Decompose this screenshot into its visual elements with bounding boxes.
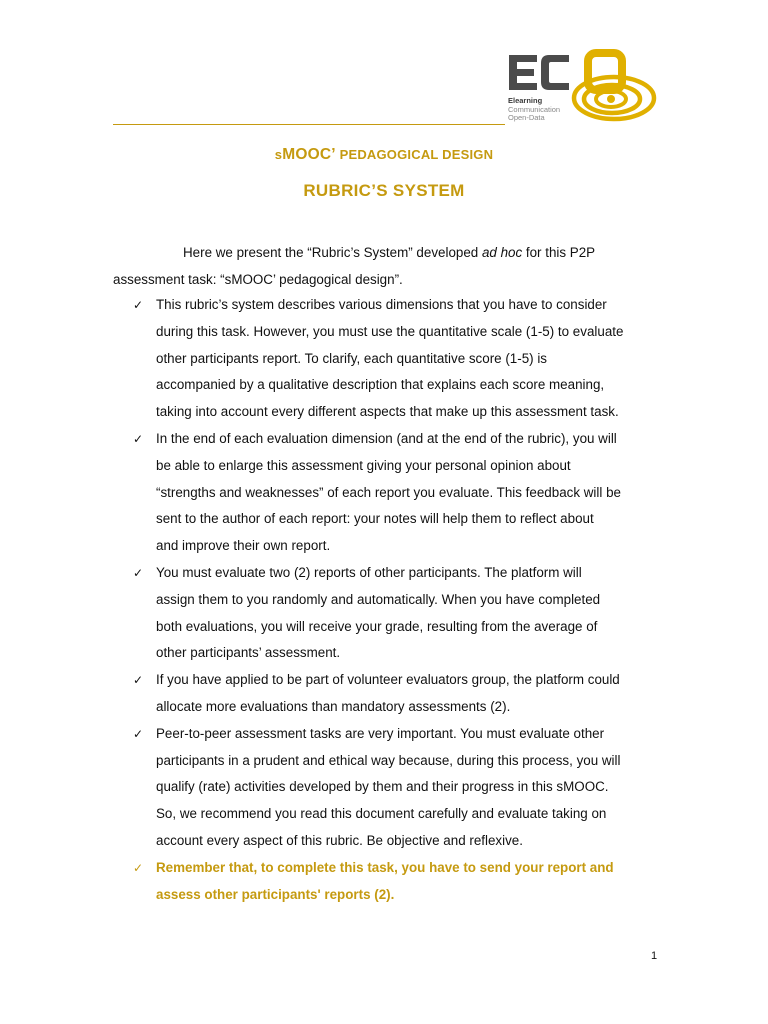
list-item <box>133 667 668 721</box>
header-divider <box>113 124 505 125</box>
list-item <box>133 560 668 667</box>
list-item-line: be able to enlarge this assessment giving your personal opinion about <box>156 457 571 473</box>
list-item-line: So, we recommend you read this document carefully and evaluate taking on <box>156 806 607 822</box>
document-title <box>0 146 768 164</box>
list-item-line: You must evaluate two (2) reports of other participants. The platform will <box>156 564 582 580</box>
list-item-line: assign them to you randomly and automatically. When you have completed <box>156 591 601 607</box>
title-smooc: MOOC’ <box>282 146 336 163</box>
logo-line-1: Elearning <box>508 96 543 105</box>
intro-line-2: assessment task: “sMOOC’ pedagogical design”. <box>113 271 403 287</box>
list-item-line: accompanied by a qualitative description that explains each score meaning, <box>156 377 605 393</box>
list-item-line: during this task. However, you must use the quantitative scale (1-5) to evaluate <box>156 323 624 339</box>
list-item-line: account every aspect of this rubric. Be objective and reflexive. <box>156 832 523 848</box>
list-item-line: “strengths and weaknesses” of each report you evaluate. This feedback will be <box>156 484 621 500</box>
logo-subtitle <box>508 97 560 123</box>
logo-line-3: Open-Data <box>508 113 545 122</box>
checkmark-icon: ✓ <box>133 860 144 875</box>
list-item-line: allocate more evaluations than mandatory assessments (2). <box>156 698 511 714</box>
checkmark-icon: ✓ <box>133 673 144 688</box>
checkmark-icon: ✓ <box>133 565 144 580</box>
page-number: 1 <box>651 950 658 962</box>
logo-letter-c <box>541 55 569 90</box>
intro-italic: ad hoc <box>481 245 523 260</box>
list-item <box>133 292 668 426</box>
title-prefix: s <box>274 147 283 162</box>
list-item-line: assess other participants' reports (2). <box>156 886 395 902</box>
list-item-line: sent to the author of each report: your notes will help them to reflect about <box>156 511 594 527</box>
list-item-line: both evaluations, you will receive your grade, resulting from the average of <box>156 618 598 634</box>
list-item-line: qualify (rate) activities developed by them and their progress in this sMOOC. <box>156 779 609 795</box>
intro-line-1 <box>113 240 673 267</box>
list-item-line: participants in a prudent and ethical way because, during this process, you will <box>156 752 621 768</box>
list-item <box>133 426 668 560</box>
list-item-line: and improve their own report. <box>156 538 331 554</box>
document-subtitle: RUBRIC’S SYSTEM <box>303 181 465 200</box>
list-item-line: Remember that, to complete this task, you have to send your report and <box>156 859 614 875</box>
checkmark-icon: ✓ <box>133 431 144 446</box>
intro-text-b: for this P2P <box>522 245 596 260</box>
checkmark-icon: ✓ <box>133 726 144 741</box>
logo-letter-e <box>509 55 537 90</box>
list-item <box>133 855 668 909</box>
list-item-line: taking into account every different aspects that make up this assessment task. <box>156 404 619 420</box>
checkmark-icon: ✓ <box>133 298 144 312</box>
list-item-line: other participants report. To clarify, each quantitative score (1-5) is <box>156 350 547 366</box>
intro-paragraph <box>113 240 673 293</box>
title-rest: PEDAGOGICAL DESIGN <box>335 147 494 162</box>
logo-line-2: Communication <box>508 104 561 114</box>
list-item-line: other participants’ assessment. <box>156 645 341 661</box>
list-item <box>133 721 668 855</box>
list-item-line: In the end of each evaluation dimension (and at the end of the rubric), you will <box>156 430 617 446</box>
intro-text-a: Here we present the “Rubric’s System” developed <box>183 245 482 260</box>
logo-swirl-core <box>607 95 615 103</box>
list-item-line: If you have applied to be part of volunteer evaluators group, the platform could <box>156 672 620 688</box>
list-item-line: This rubric’s system describes various dimensions that you have to consider <box>156 297 607 312</box>
rubric-rules-list <box>133 292 668 908</box>
list-item-line: Peer-to-peer assessment tasks are very important. You must evaluate other <box>156 725 605 741</box>
